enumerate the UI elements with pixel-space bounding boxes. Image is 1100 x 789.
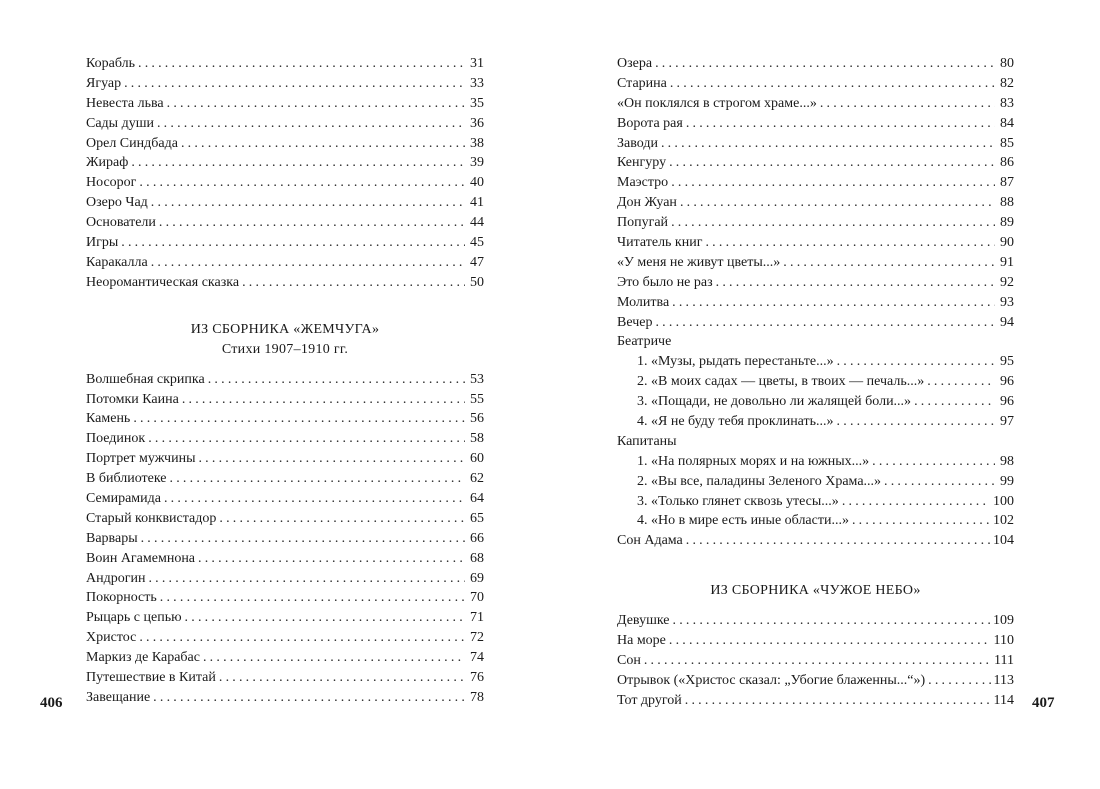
- toc-entry: [617, 134, 1014, 154]
- toc-entry-page: 113: [993, 672, 1014, 688]
- right-page: [617, 54, 1014, 711]
- toc-entry: [617, 531, 1014, 551]
- toc-leader-dots: [160, 588, 465, 608]
- toc-leader-dots: [686, 531, 990, 551]
- toc-entry-title: Варвары: [86, 530, 138, 546]
- toc-leader-dots: [151, 253, 465, 273]
- toc-entry-page: 45: [470, 235, 484, 251]
- toc-entry: [86, 429, 484, 449]
- toc-entry-page: 88: [1000, 195, 1014, 211]
- section-subtitle: Стихи 1907–1910 гг.: [221, 341, 349, 357]
- toc-entry-page: 38: [470, 135, 484, 151]
- toc-entry: [86, 668, 484, 688]
- toc-entry: [617, 74, 1014, 94]
- toc-entry: [86, 173, 484, 193]
- toc-entry-title: Жираф: [86, 155, 129, 171]
- toc-sublist-captains: [617, 452, 1014, 532]
- toc-entry-page: 96: [1000, 394, 1014, 410]
- toc-entry-title: 1. «На полярных морях и на южных...»: [637, 453, 870, 469]
- toc-entry-page: 66: [470, 530, 484, 546]
- toc-list-a: [86, 54, 484, 293]
- toc-entry: [617, 611, 1014, 631]
- toc-entry-title: Волшебная скрипка: [86, 371, 205, 387]
- toc-entry-title: 2. «Вы все, паладины Зеленого Храма...»: [637, 473, 882, 489]
- toc-leader-dots: [837, 352, 995, 372]
- toc-leader-dots: [820, 94, 995, 114]
- toc-entry-title: Кенгуру: [617, 155, 667, 171]
- toc-leader-dots: [133, 409, 465, 429]
- toc-entry-page: 97: [1000, 414, 1014, 430]
- toc-leader-dots: [927, 372, 995, 392]
- toc-entry-title: Старый конквистадор: [86, 510, 217, 526]
- toc-leader-dots: [783, 253, 995, 273]
- toc-entry-title: Корабль: [86, 56, 135, 71]
- toc-entry-title: Озера: [617, 56, 653, 71]
- toc-entry-page: 72: [470, 630, 484, 646]
- toc-entry: [86, 193, 484, 213]
- toc-entry-title: Игры: [86, 235, 119, 251]
- toc-entry: [617, 671, 1014, 691]
- toc-entry-page: 90: [1000, 235, 1014, 251]
- toc-subentry: [617, 492, 1014, 512]
- toc-entry-page: 39: [470, 155, 484, 171]
- toc-entry: [86, 569, 484, 589]
- toc-leader-dots: [685, 691, 991, 711]
- toc-entry-page: 89: [1000, 215, 1014, 231]
- toc-leader-dots: [148, 429, 465, 449]
- toc-subentry: [617, 352, 1014, 372]
- toc-entry: [617, 54, 1014, 74]
- toc-entry: [86, 233, 484, 253]
- toc-entry-title: Тот другой: [617, 692, 682, 708]
- toc-entry-page: 98: [1000, 453, 1014, 469]
- toc-entry-page: 47: [470, 254, 484, 270]
- toc-entry-page: 82: [1000, 75, 1014, 91]
- toc-leader-dots: [705, 233, 995, 253]
- toc-entry: [86, 74, 484, 94]
- toc-leader-dots: [153, 688, 465, 708]
- toc-entry: [86, 529, 484, 549]
- toc-entry-title: Носорог: [86, 175, 137, 191]
- toc-entry-title: 3. «Пощади, не довольно ли жалящей боли...»: [637, 394, 912, 410]
- toc-entry-page: 70: [470, 590, 484, 606]
- toc-entry-title: Старина: [617, 75, 667, 91]
- toc-entry-page: 100: [993, 493, 1014, 509]
- toc-entry-title: Воин Агамемнона: [86, 550, 196, 566]
- left-page: [86, 54, 484, 708]
- toc-entry-title: Камень: [86, 411, 131, 427]
- toc-leader-dots: [164, 489, 465, 509]
- toc-entry: [617, 193, 1014, 213]
- toc-entry-title: Отрывок («Христос сказал: „Убогие блаженны...“»): [617, 672, 926, 688]
- toc-leader-dots: [139, 173, 465, 193]
- toc-leader-dots: [121, 233, 465, 253]
- toc-leader-dots: [644, 651, 991, 671]
- toc-entry: [86, 153, 484, 173]
- toc-entry-page: 91: [1000, 254, 1014, 270]
- toc-leader-dots: [837, 412, 995, 432]
- toc-leader-dots: [672, 293, 995, 313]
- toc-leader-dots: [157, 114, 465, 134]
- toc-entry: [86, 134, 484, 154]
- toc-leader-dots: [671, 213, 995, 233]
- toc-entry-page: 55: [470, 391, 484, 407]
- toc-entry-title: Вечер: [617, 314, 653, 330]
- toc-entry: [86, 588, 484, 608]
- toc-entry-page: 94: [1000, 314, 1014, 330]
- toc-entry-page: 96: [1000, 374, 1014, 390]
- toc-leader-dots: [655, 54, 995, 74]
- toc-entry-title: Поединок: [86, 431, 146, 447]
- toc-leader-dots: [131, 153, 465, 173]
- toc-entry-title: Каракалла: [86, 254, 148, 270]
- toc-entry-title: Маркиз де Карабас: [86, 650, 200, 666]
- toc-entry: [86, 509, 484, 529]
- toc-entry: [617, 233, 1014, 253]
- toc-subentry: [617, 392, 1014, 412]
- group-title-captains: Капитаны: [617, 433, 677, 449]
- toc-entry-title: Семирамида: [86, 491, 161, 507]
- toc-entry: [617, 173, 1014, 193]
- toc-entry-page: 62: [470, 471, 484, 487]
- toc-entry-title: Озеро Чад: [86, 195, 148, 211]
- toc-leader-dots: [686, 114, 995, 134]
- toc-entry-page: 93: [1000, 294, 1014, 310]
- toc-leader-dots: [928, 671, 990, 691]
- toc-entry: [617, 253, 1014, 273]
- toc-leader-dots: [716, 273, 995, 293]
- toc-entry-page: 104: [993, 533, 1014, 549]
- toc-entry-title: Рыцарь с цепью: [86, 610, 182, 626]
- toc-entry-page: 92: [1000, 274, 1014, 290]
- toc-leader-dots: [680, 193, 995, 213]
- page-number-left: 406: [40, 695, 63, 711]
- toc-entry: [617, 293, 1014, 313]
- toc-entry-title: «Он поклялся в строгом храме...»: [617, 95, 817, 111]
- toc-entry: [86, 114, 484, 134]
- toc-entry-page: 109: [993, 613, 1014, 629]
- toc-entry-title: Попугай: [617, 215, 669, 231]
- toc-entry-title: Неоромантическая сказка: [86, 274, 240, 290]
- toc-leader-dots: [159, 213, 465, 233]
- toc-list-a: [617, 54, 1014, 332]
- toc-entry-page: 33: [470, 75, 484, 91]
- toc-entry-page: 36: [470, 115, 484, 131]
- toc-entry-page: 76: [470, 670, 484, 686]
- toc-entry: [617, 651, 1014, 671]
- toc-entry-page: 83: [1000, 95, 1014, 111]
- toc-entry-title: На море: [617, 633, 666, 649]
- toc-leader-dots: [124, 74, 465, 94]
- toc-entry: [86, 54, 484, 74]
- toc-entry-page: 40: [470, 175, 484, 191]
- toc-entry: [86, 213, 484, 233]
- toc-entry: [617, 631, 1014, 651]
- toc-entry-title: 4. «Но в мире есть иные области...»: [637, 513, 849, 529]
- toc-list-b: [617, 611, 1014, 710]
- toc-subentry: [617, 452, 1014, 472]
- toc-entry-page: 44: [470, 215, 484, 231]
- toc-entry-title: Читатель книг: [617, 235, 703, 251]
- toc-entry-page: 99: [1000, 473, 1014, 489]
- toc-leader-dots: [167, 94, 465, 114]
- toc-leader-dots: [655, 313, 995, 333]
- toc-entry-page: 110: [993, 633, 1014, 649]
- toc-entry: [86, 390, 484, 410]
- toc-entry-page: 41: [470, 195, 484, 211]
- toc-entry-page: 95: [1000, 354, 1014, 370]
- toc-leader-dots: [669, 631, 991, 651]
- toc-leader-dots: [151, 193, 465, 213]
- toc-entry-page: 111: [994, 653, 1014, 669]
- section-title: ИЗ СБОРНИКА «ЖЕМЧУГА»: [190, 321, 380, 337]
- toc-leader-dots: [219, 509, 465, 529]
- toc-entry-title: Ягуар: [86, 75, 122, 91]
- toc-entry: [617, 153, 1014, 173]
- toc-leader-dots: [198, 549, 465, 569]
- section-title: ИЗ СБОРНИКА «ЧУЖОЕ НЕБО»: [710, 583, 921, 599]
- toc-entry-title: Молитва: [617, 294, 670, 310]
- toc-entry-title: Дон Жуан: [617, 195, 677, 211]
- toc-leader-dots: [139, 628, 465, 648]
- toc-leader-dots: [872, 452, 995, 472]
- toc-entry-title: Это было не раз: [617, 274, 713, 290]
- toc-entry-title: Сады души: [86, 115, 154, 131]
- toc-entry-title: Путешествие в Китай: [86, 670, 216, 686]
- toc-entry-page: 87: [1000, 175, 1014, 191]
- toc-entry-page: 65: [470, 510, 484, 526]
- toc-leader-dots: [138, 54, 465, 74]
- toc-entry: [86, 449, 484, 469]
- toc-leader-dots: [181, 134, 465, 154]
- toc-entry-title: Сон: [617, 653, 641, 669]
- toc-entry-title: Орел Синдбада: [86, 135, 178, 151]
- toc-entry-title: 2. «В моих садах — цветы, в твоих — печаль...»: [637, 374, 925, 390]
- toc-entry: [86, 608, 484, 628]
- toc-entry-page: 58: [470, 431, 484, 447]
- toc-entry: [86, 370, 484, 390]
- toc-entry-title: Невеста льва: [86, 95, 164, 111]
- toc-entry-page: 56: [470, 411, 484, 427]
- toc-leader-dots: [914, 392, 995, 412]
- toc-entry: [86, 688, 484, 708]
- toc-entry: [617, 94, 1014, 114]
- toc-entry: [617, 691, 1014, 711]
- toc-entry-title: Завещание: [86, 689, 151, 705]
- toc-sublist-beatrice: [617, 352, 1014, 432]
- toc-leader-dots: [670, 74, 995, 94]
- toc-entry-page: 71: [470, 610, 484, 626]
- page-number-right: 407: [1032, 695, 1055, 711]
- toc-entry: [86, 253, 484, 273]
- toc-leader-dots: [208, 370, 465, 390]
- toc-leader-dots: [669, 153, 995, 173]
- toc-entry-title: «У меня не живут цветы...»: [617, 254, 781, 270]
- toc-entry-page: 64: [470, 491, 484, 507]
- toc-entry-title: Андрогин: [86, 570, 146, 586]
- toc-leader-dots: [242, 273, 465, 293]
- toc-leader-dots: [203, 648, 465, 668]
- toc-entry: [86, 648, 484, 668]
- group-title-beatrice: Беатриче: [617, 334, 672, 350]
- toc-leader-dots: [198, 449, 465, 469]
- toc-entry-page: 102: [993, 513, 1014, 529]
- toc-subentry: [617, 511, 1014, 531]
- toc-entry-title: Ворота рая: [617, 115, 683, 131]
- toc-entry-title: Потомки Каина: [86, 391, 179, 407]
- toc-entry: [86, 469, 484, 489]
- toc-entry: [86, 273, 484, 293]
- toc-entry-page: 68: [470, 550, 484, 566]
- toc-entry: [86, 409, 484, 429]
- toc-leader-dots: [185, 608, 465, 628]
- toc-entry-title: 3. «Только глянет сквозь утесы...»: [637, 493, 839, 509]
- toc-entry-page: 86: [1000, 155, 1014, 171]
- toc-entry: [617, 213, 1014, 233]
- toc-entry-page: 53: [470, 371, 484, 387]
- toc-entry: [617, 114, 1014, 134]
- toc-leader-dots: [219, 668, 465, 688]
- toc-entry: [86, 94, 484, 114]
- toc-subentry: [617, 372, 1014, 392]
- toc-leader-dots: [673, 611, 990, 631]
- toc-leader-dots: [141, 529, 465, 549]
- toc-entry-title: Маэстро: [617, 175, 669, 191]
- toc-entry: [86, 489, 484, 509]
- toc-list-b: [86, 370, 484, 708]
- toc-entry-page: 69: [470, 570, 484, 586]
- toc-entry-page: 84: [1000, 115, 1014, 131]
- toc-leader-dots: [852, 511, 990, 531]
- toc-leader-dots: [661, 134, 995, 154]
- toc-leader-dots: [671, 173, 995, 193]
- toc-entry-title: Основатели: [86, 215, 156, 231]
- toc-entry-page: 78: [470, 689, 484, 705]
- toc-entry-title: 4. «Я не буду тебя проклинать...»: [637, 414, 834, 430]
- toc-entry: [86, 549, 484, 569]
- toc-leader-dots: [182, 390, 465, 410]
- toc-entry: [617, 273, 1014, 293]
- toc-subentry: [617, 472, 1014, 492]
- toc-entry: [86, 628, 484, 648]
- toc-entry-title: Заводи: [617, 135, 658, 151]
- section-heading: [617, 581, 1014, 601]
- toc-entry-page: 85: [1000, 135, 1014, 151]
- toc-entry-page: 50: [470, 274, 484, 290]
- toc-entry-title: Портрет мужчины: [86, 451, 196, 467]
- section-heading: [86, 320, 484, 360]
- toc-entry-page: 74: [470, 650, 484, 666]
- toc-leader-dots: [884, 472, 995, 492]
- toc-entry-title: Девушке: [617, 613, 670, 629]
- toc-leader-dots: [148, 569, 465, 589]
- toc-entry-page: 80: [1000, 56, 1014, 71]
- toc-entry-page: 35: [470, 95, 484, 111]
- toc-leader-dots: [170, 469, 465, 489]
- toc-entry-page: 114: [993, 692, 1014, 708]
- toc-entry-title: Покорность: [86, 590, 157, 606]
- toc-entry-title: 1. «Музы, рыдать перестаньте...»: [637, 354, 834, 370]
- toc-entry: [617, 313, 1014, 333]
- toc-entry-title: Христос: [86, 630, 137, 646]
- toc-subentry: [617, 412, 1014, 432]
- toc-entry-page: 60: [470, 451, 484, 467]
- toc-entry-page: 31: [470, 56, 484, 71]
- toc-leader-dots: [842, 492, 990, 512]
- toc-entry-title: Сон Адама: [617, 533, 683, 549]
- toc-entry-title: В библиотеке: [86, 471, 167, 487]
